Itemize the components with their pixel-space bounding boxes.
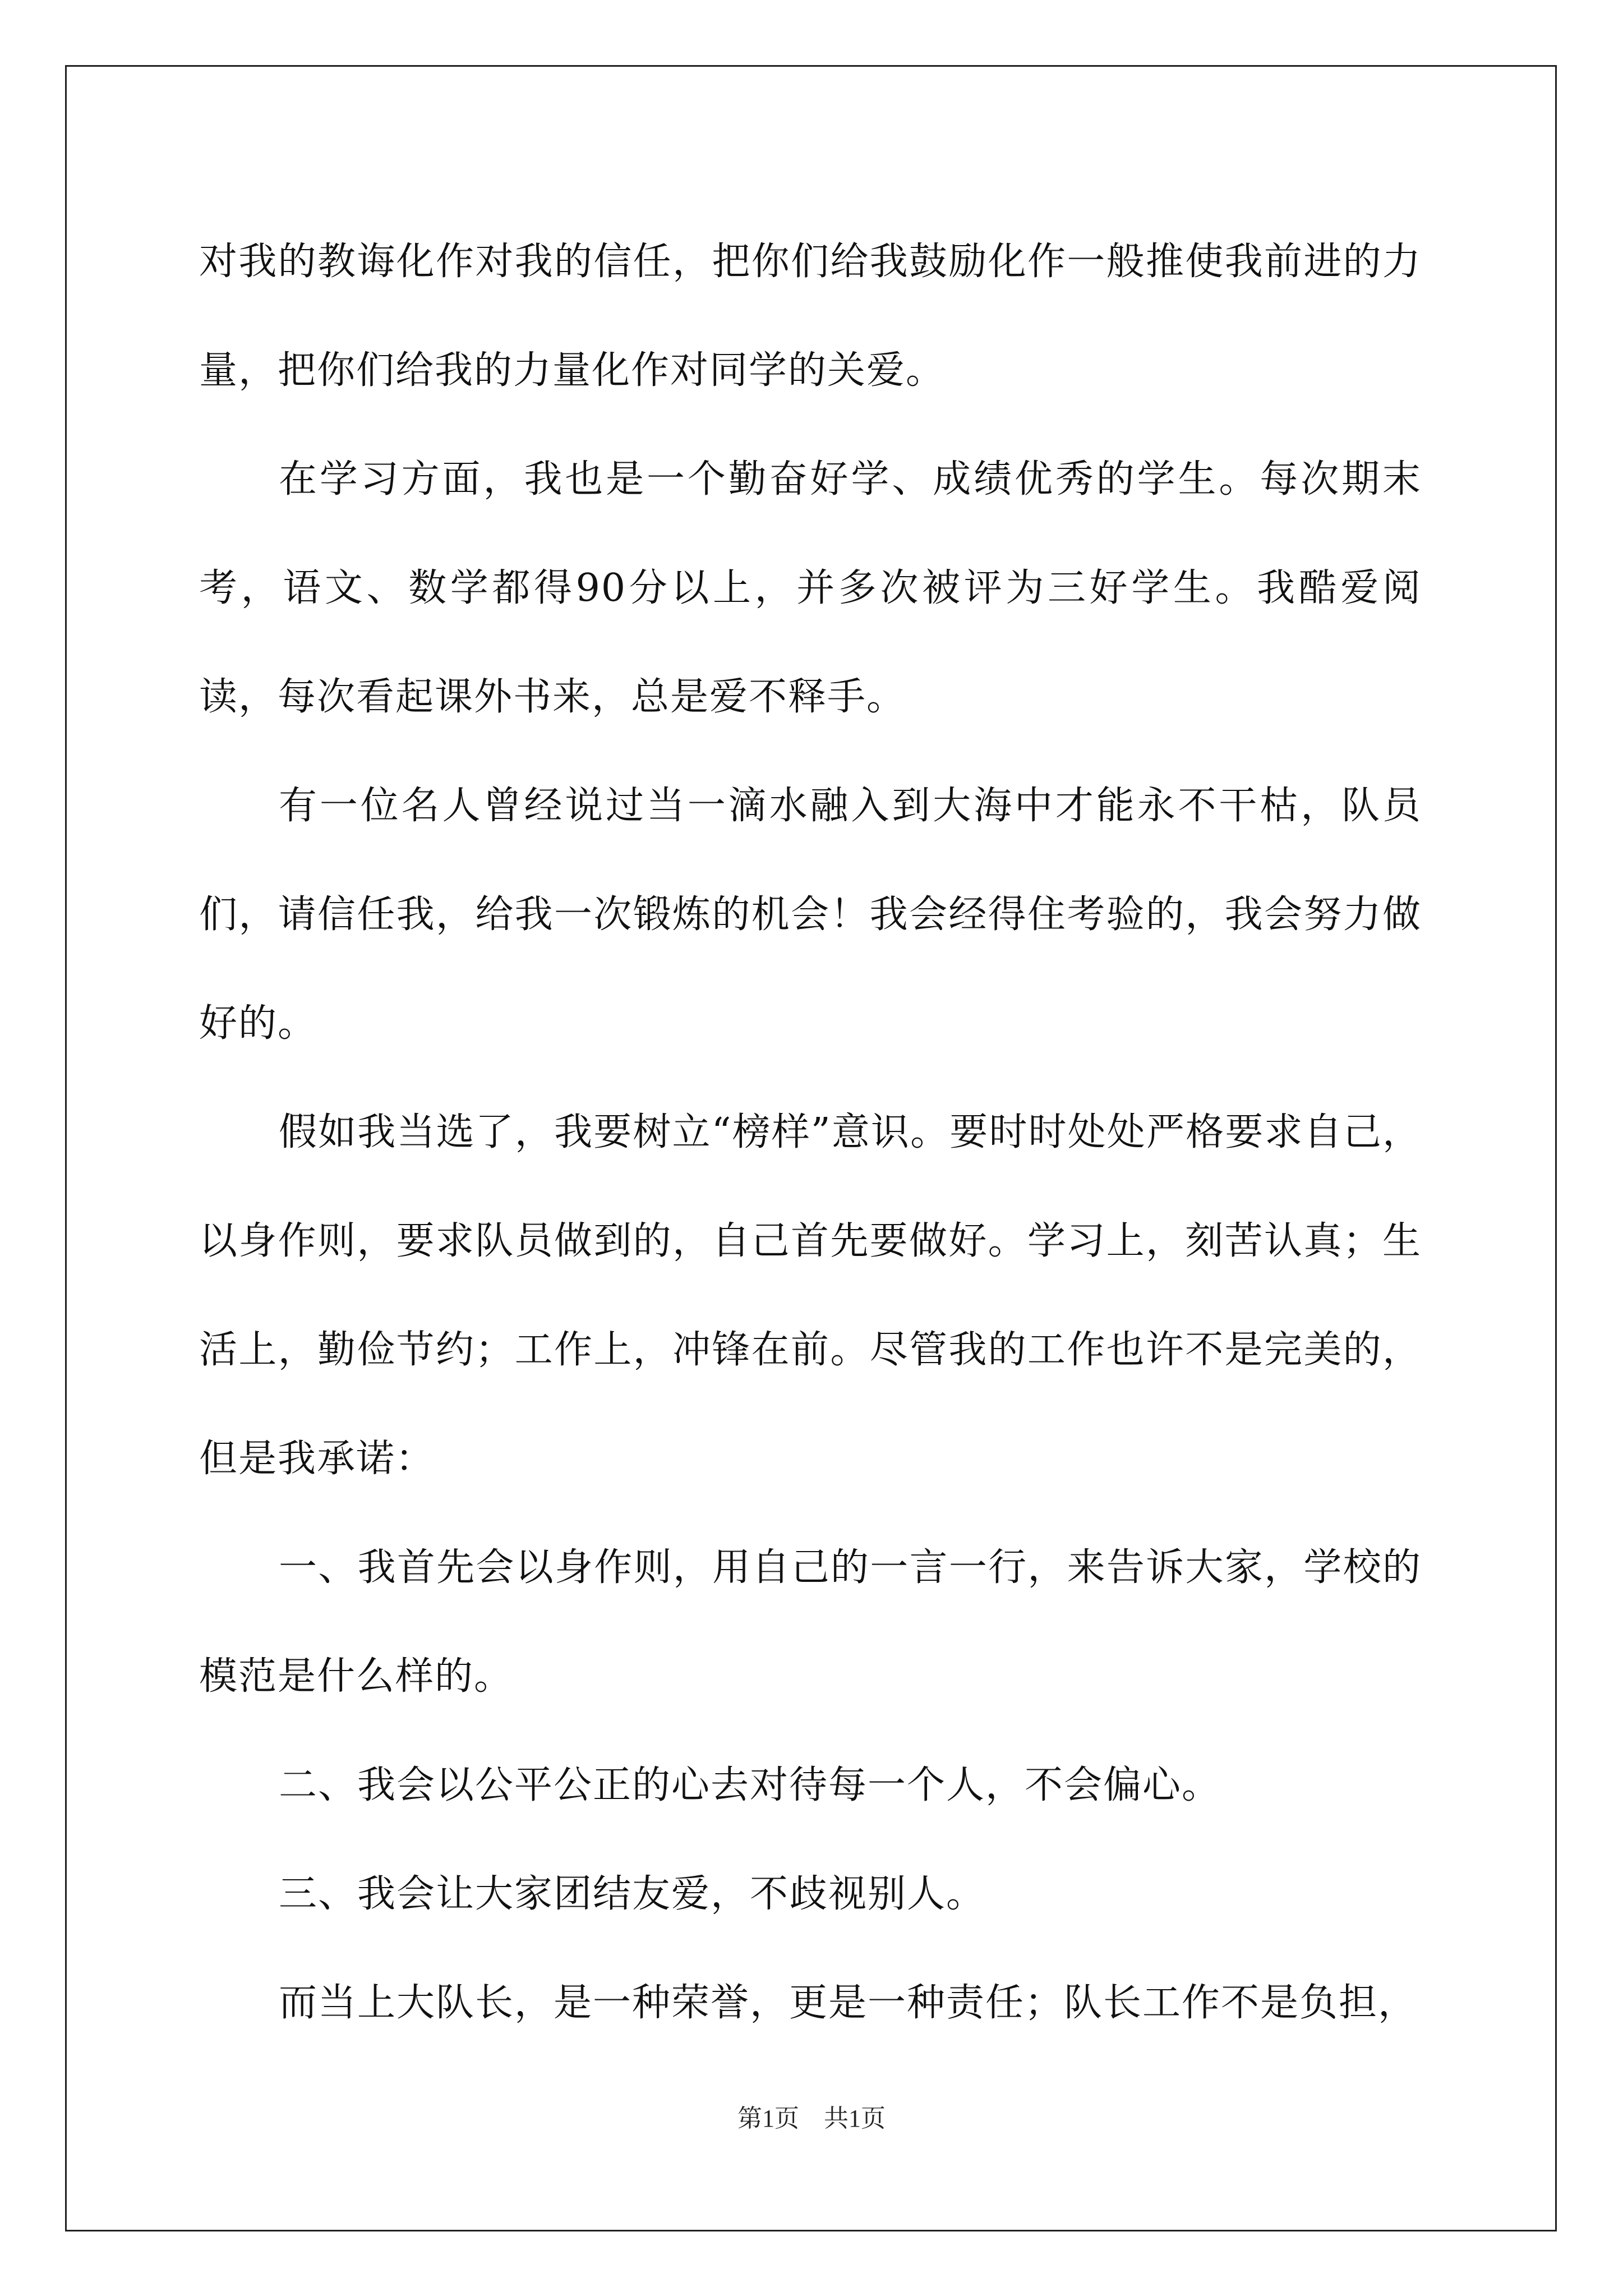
paragraph: 在学习方面，我也是一个勤奋好学、成绩优秀的学生。每次期末考，语文、数学都得90分以上，并多次被评为三好学生。我酷爱阅读，每次看起课外书来，总是爱不释手。 xyxy=(199,457,1422,719)
paragraph: 假如我当选了，我要树立“榜样”意识。要时时处处严格要求自己，以身作则，要求队员做到的，自己首先要做好。学习上，刻苦认真；生活上，勤俭节约；工作上，冲锋在前。尽管我的工作也许不是完美的，但是我承诺： xyxy=(199,1110,1422,1481)
paragraph: 二、我会以公平公正的心去对待每一个人，不会偏心。 xyxy=(279,1763,1221,1807)
paragraph: 对我的教诲化作对我的信任，把你们给我鼓励化作一般推使我前进的力量，把你们给我的力量化作对同学的关爱。 xyxy=(199,240,1422,393)
paragraph: 三、我会让大家团结友爱，不歧视别人。 xyxy=(279,1872,986,1916)
document-body xyxy=(199,208,1422,2058)
paragraph: 一、我首先会以身作则，用自己的一言一行，来告诉大家，学校的模范是什么样的。 xyxy=(199,1545,1422,1699)
paragraph: 有一位名人曾经说过当一滴水融入到大海中才能永不干枯，队员们，请信任我，给我一次锻炼的机会！我会经得住考验的，我会努力做好的。 xyxy=(199,784,1422,1046)
paragraph: 而当上大队长，是一种荣誉，更是一种责任；队长工作不是负担， xyxy=(279,1981,1418,2025)
page-footer: 第1页 共1页 xyxy=(737,2105,886,2132)
